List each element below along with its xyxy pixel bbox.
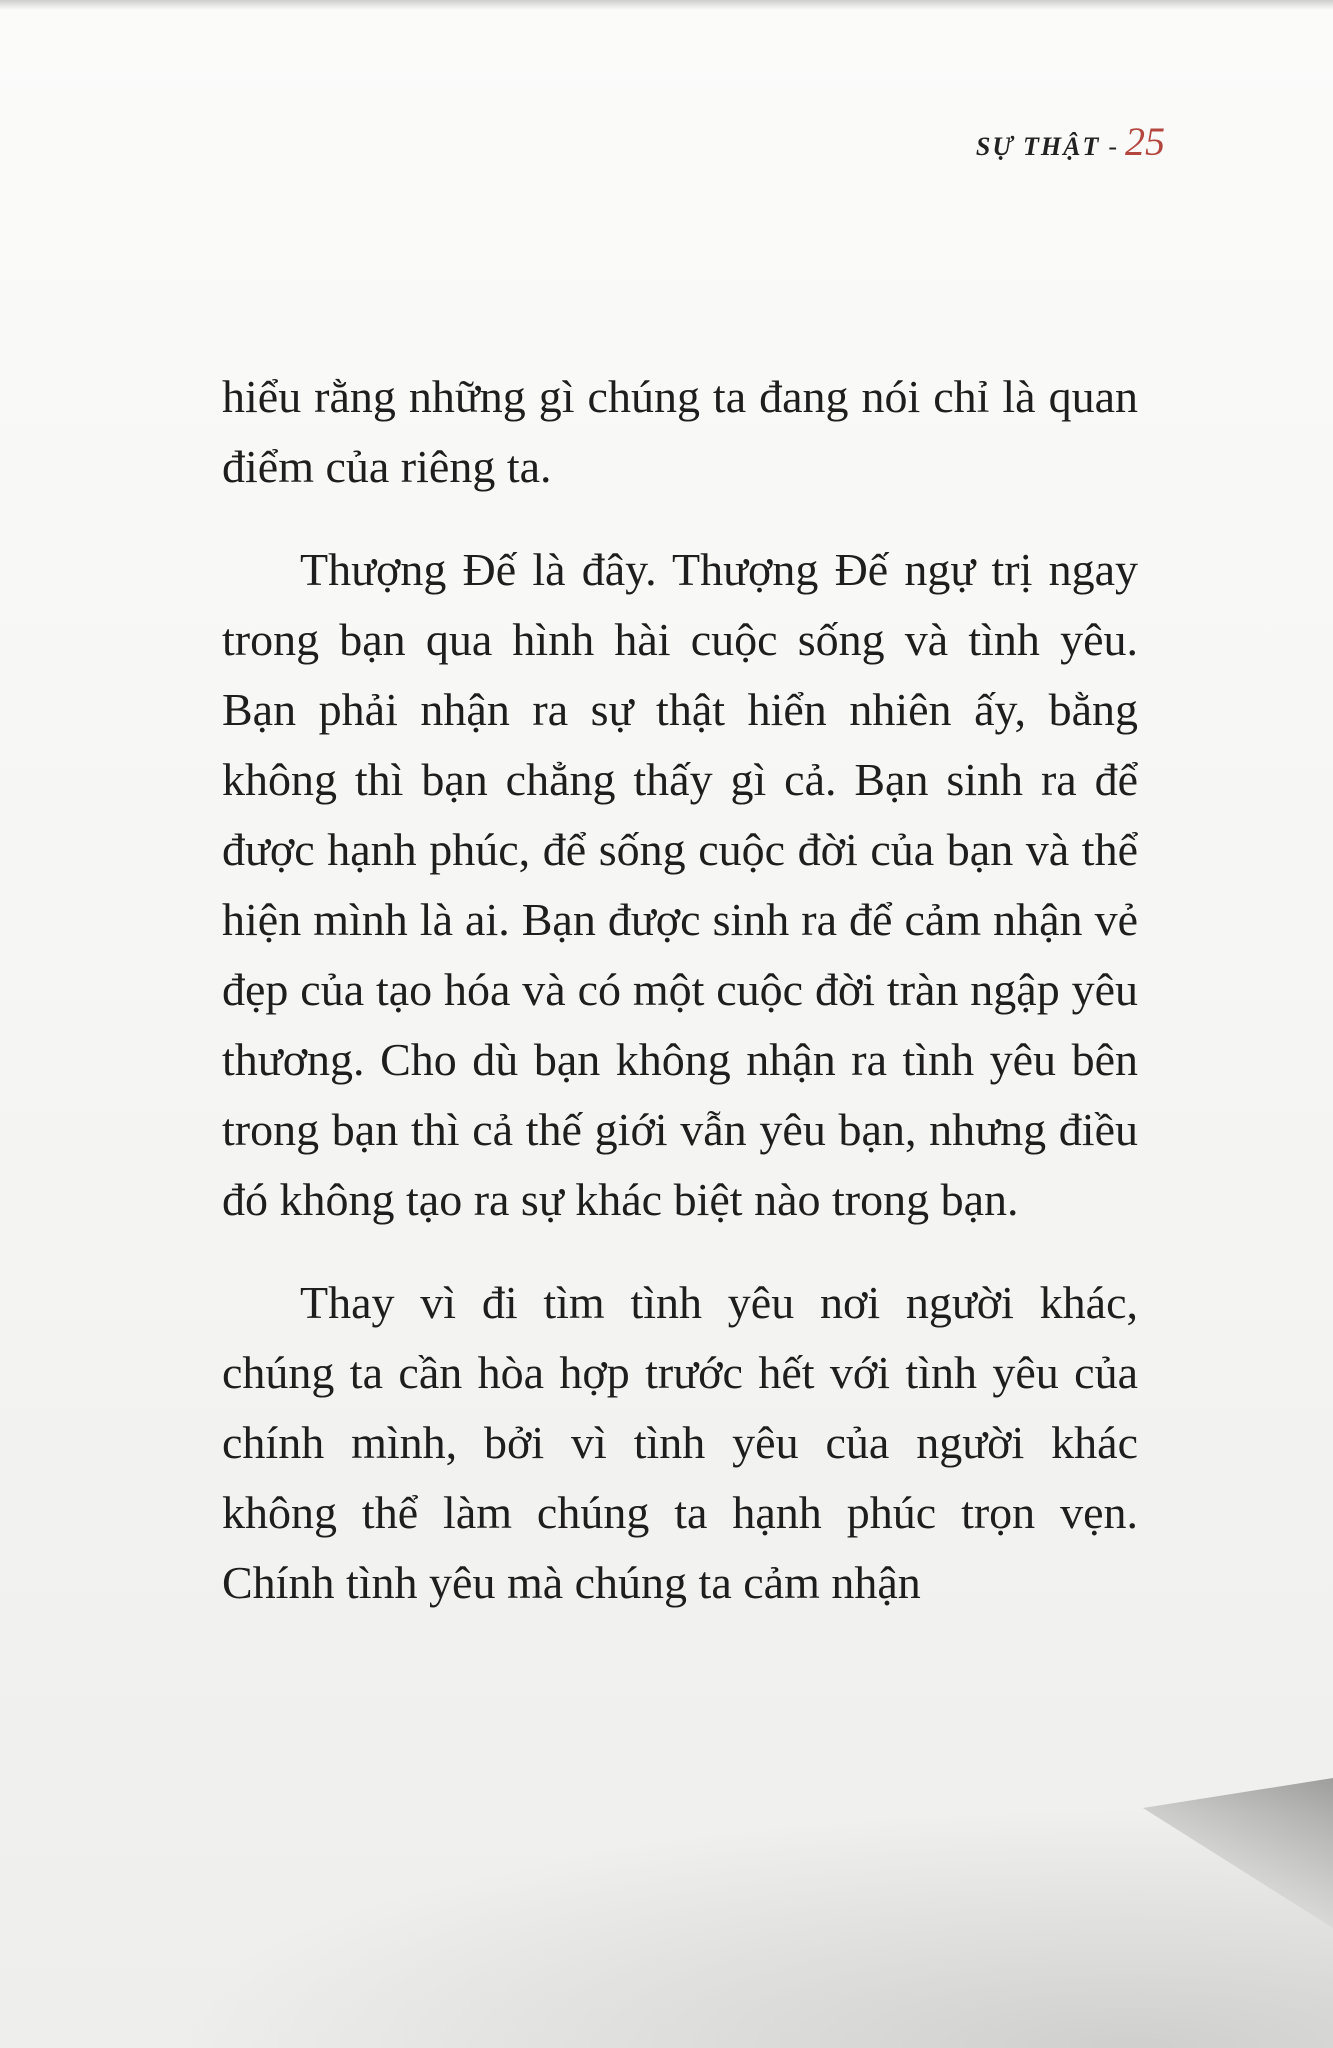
paragraph-1: hiểu rằng những gì chúng ta đang nói chỉ là quan điểm của riêng ta. xyxy=(222,371,1138,492)
page-bottom-shadow xyxy=(0,1768,1333,2048)
paragraph-2: Thượng Đế là đây. Thượng Đế ngự trị ngay trong bạn qua hình hài cuộc sống và tình yêu. Bạn phải nhận ra sự thật hiển nhiên ấy, bằng không thì bạn chẳng thấy gì cả. Bạn sinh ra để được hạnh phúc, để sống cuộc đời của bạn và thể hiện mình là ai. Bạn được sinh ra để cảm nhận vẻ đẹp của tạo hóa và có một cuộc đời tràn ngập yêu thương. Cho dù bạn không nhận ra tình yêu bên trong bạn thì cả thế giới vẫn yêu bạn, nhưng điều đó không tạo ra sự khác biệt nào trong bạn. xyxy=(222,544,1138,1225)
page-top-shadow xyxy=(0,0,1333,10)
chapter-title: SỰ THẬT xyxy=(975,132,1101,161)
paragraph-3: Thay vì đi tìm tình yêu nơi người khác, chúng ta cần hòa hợp trước hết với tình yêu của chính mình, bởi vì tình yêu của người khác không thể làm chúng ta hạnh phúc trọn vẹn. Chính tình yêu mà chúng ta cảm nhận xyxy=(222,1277,1138,1608)
page-number: 25 xyxy=(1125,119,1165,164)
body-text xyxy=(222,362,1138,1651)
running-header xyxy=(976,118,1165,165)
header-separator: - xyxy=(1108,132,1117,161)
